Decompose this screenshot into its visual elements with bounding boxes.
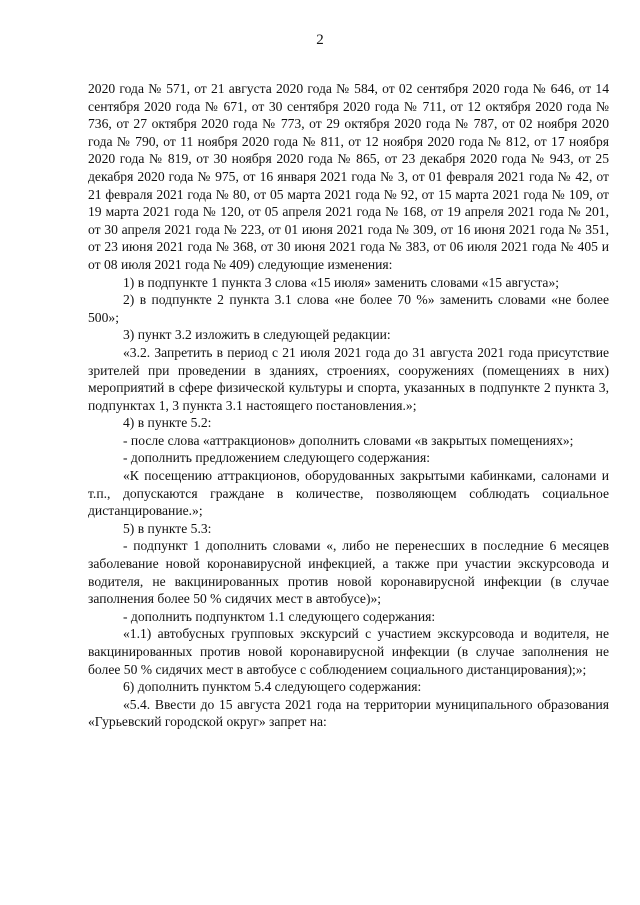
paragraph-amendment-list: 2020 года № 571, от 21 августа 2020 года № 584, от 02 сентября 2020 года № 646, от 14 сентября 2020 года № 671, от 30 сентября 2020 года № 711, от 12 октября 2020 года № 736, от 27 октября 2020 года № 773, от 29 октября 2020 года № 787, от 02 ноября 2020 года № 790, от 11 ноября 2020 года № 811, от 12 ноября 2020 года № 812, от 17 ноября 2020 года № 819, от 30 ноября 2020 года № 865, от 23 декабря 2020 года № 943, от 25 декабря 2020 года № 975, от 16 января 2021 года № 3, от 01 февраля 2021 года № 42, от 21 февраля 2021 года № 80, от 05 марта 2021 года № 92, от 15 марта 2021 года № 109, от 19 марта 2021 года № 120, от 05 апреля 2021 года № 168, от 19 апреля 2021 года № 201, от 30 апреля 2021 года № 223, от 01 июня 2021 года № 309, от 16 июня 2021 года № 351, от 23 июня 2021 года № 368, от 30 июня 2021 года № 383, от 06 июля 2021 года № 405 и от 08 июля 2021 года № 409) следующие изменения: — [88, 81, 609, 272]
paragraph-item-5-sub-2: - дополнить подпунктом 1.1 следующего содержания: — [123, 608, 436, 624]
paragraph-item-5-text: «1.1) автобусных групповых экскурсий с участием экскурсовода и водителя, не вакцинированных против новой коронавирусной инфекции (в случае заполнения не более 50 % сидячих мест в автобусе с соблюдением социального дистанцирования);»; — [88, 626, 609, 677]
paragraph-item-1: 1) в подпункте 1 пункта 3 слова «15 июля» заменить словами «15 августа»; — [123, 274, 560, 290]
paragraph-item-3: 3) пункт 3.2 изложить в следующей редакции: — [123, 327, 391, 343]
document-body — [88, 80, 609, 731]
paragraph-item-4-sub-2: - дополнить предложением следующего содержания: — [123, 450, 430, 466]
page-number: 2 — [316, 32, 324, 48]
paragraph-item-3-text: «3.2. Запретить в период с 21 июля 2021 года до 31 августа 2021 года присутствие зрителей при проведении в зданиях, строениях, сооружениях (помещениях в них) мероприятий в сфере физической культуры и спорта, указанных в подпункте 2 пункта 3, подпунктах 1, 3 пункта 3.1 настоящего постановления.»; — [88, 344, 609, 413]
paragraph-item-4: 4) в пункте 5.2: — [123, 415, 212, 431]
paragraph-item-4-text: «К посещению аттракционов, оборудованных закрытыми кабинками, салонами и т.п., допускаются граждане в количестве, позволяющем соблюдать социальное дистанцирование.»; — [88, 468, 609, 519]
paragraph-item-5-sub-1: - подпункт 1 дополнить словами «, либо не перенесших в последние 6 месяцев заболевание новой коронавирусной инфекцией, а также при участии экскурсовода и водителя, не вакцинированных против новой коронавирусной инфекции (в случае заполнения более 50 % сидячих мест в автобусе)»; — [88, 538, 609, 607]
paragraph-item-2: 2) в подпункте 2 пункта 3.1 слова «не более 70 %» заменить словами «не более 500»; — [88, 292, 609, 325]
paragraph-item-4-sub-1: - после слова «аттракционов» дополнить словами «в закрытых помещениях»; — [123, 432, 574, 448]
paragraph-item-6: 6) дополнить пунктом 5.4 следующего содержания: — [123, 679, 422, 695]
paragraph-item-6-text: «5.4. Ввести до 15 августа 2021 года на территории муниципального образования «Гурьевский городской округ» запрет на: — [88, 696, 609, 730]
paragraph-item-5: 5) в пункте 5.3: — [123, 520, 212, 536]
